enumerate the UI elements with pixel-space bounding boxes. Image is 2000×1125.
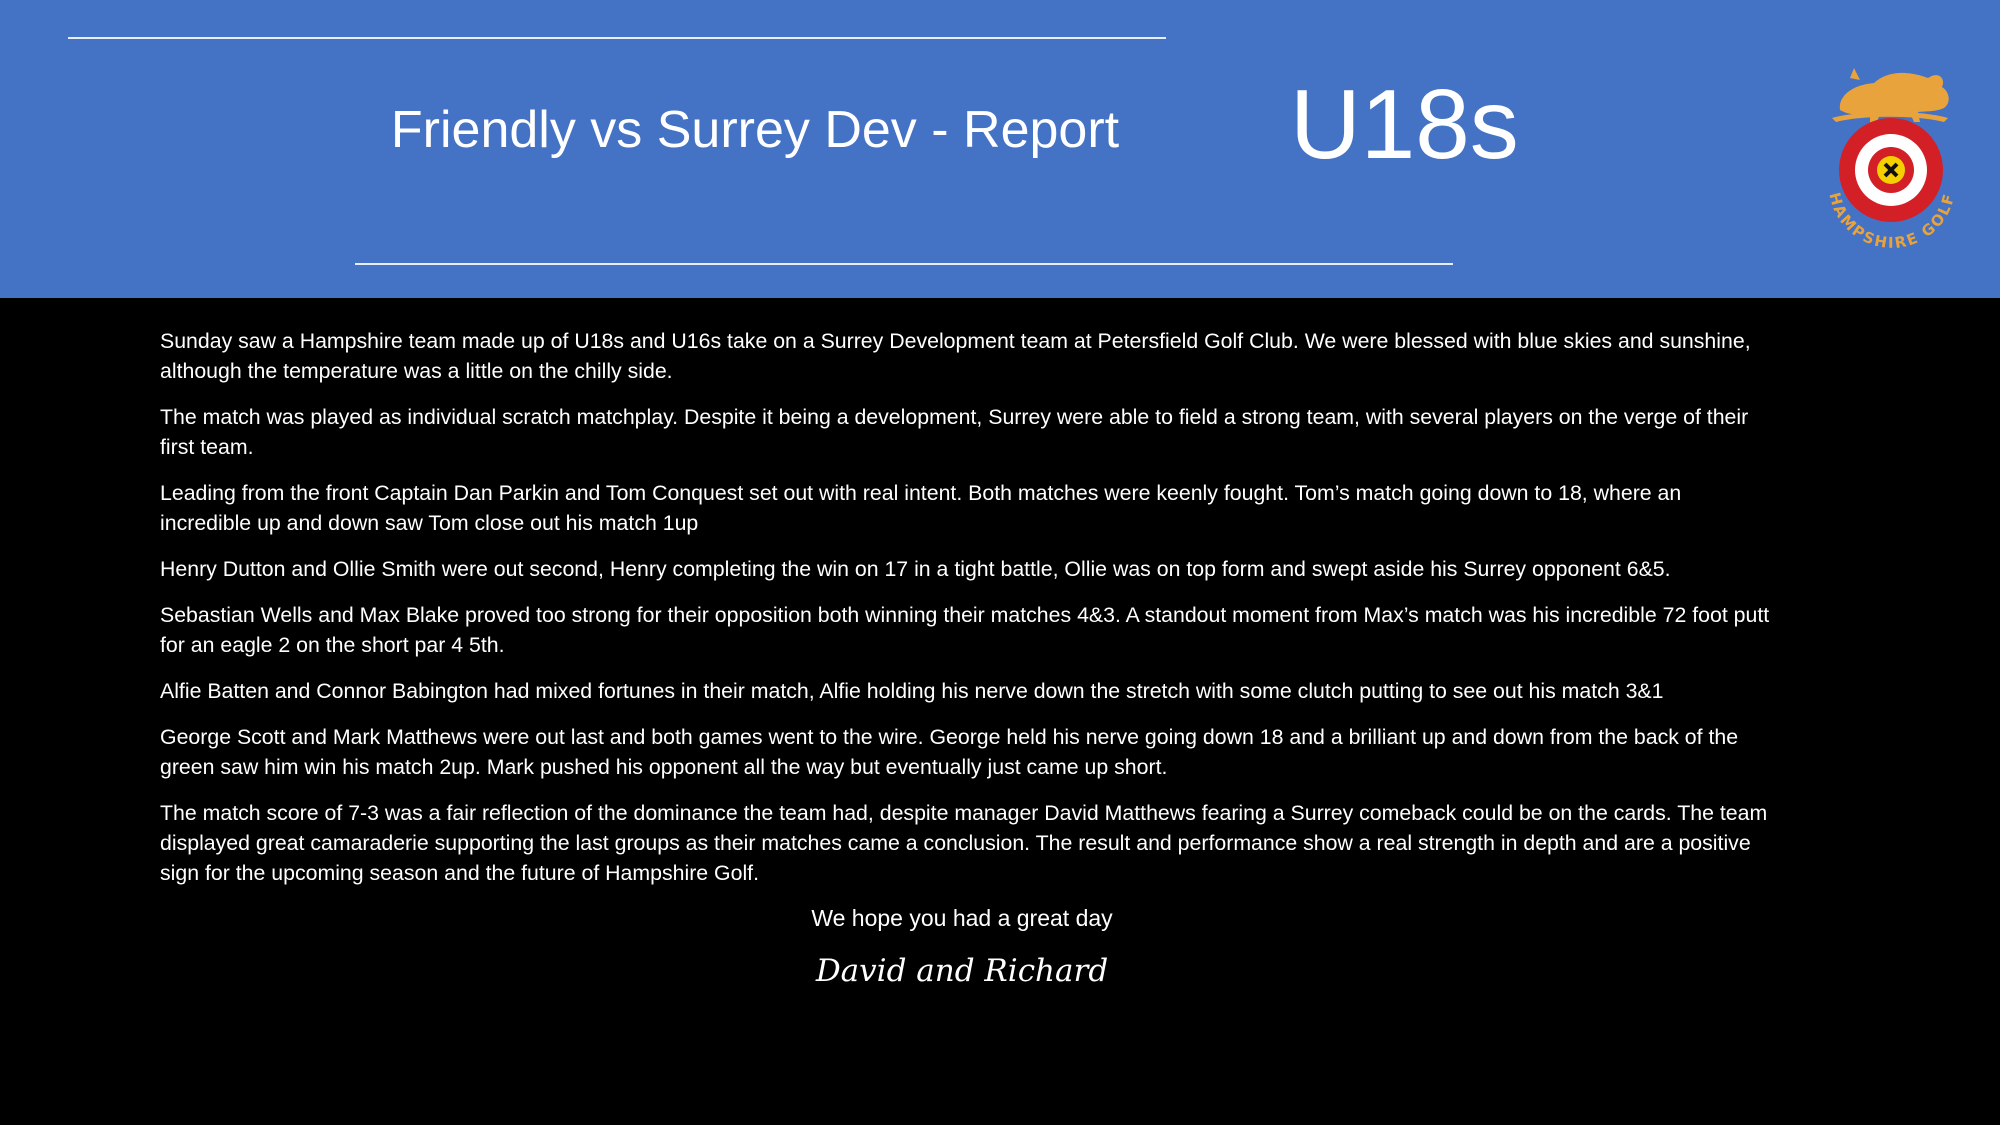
boar-icon bbox=[1832, 68, 1949, 124]
closing-line: We hope you had a great day bbox=[811, 905, 1113, 931]
report-paragraph: Henry Dutton and Ollie Smith were out second, Henry completing the win on 17 in a tight battle, Ollie was on top form and swept aside his Surrey opponent 6&5. bbox=[160, 557, 1671, 581]
page-title: Friendly vs Surrey Dev - Report bbox=[390, 101, 1120, 159]
hampshire-golf-logo bbox=[1818, 58, 1968, 258]
report-paragraph: Alfie Batten and Connor Babington had mixed fortunes in their match, Alfie holding his nerve down the stretch with some clutch putting to see out his match 3&1 bbox=[160, 679, 1664, 703]
age-group-label: U18s bbox=[1290, 69, 1519, 179]
report-paragraph: George Scott and Mark Matthews were out last and both games went to the wire. George held his nerve going down 18 and a brilliant up and down from the back of the green saw him win his match 2up. Mark pushed his opponent all the way but eventually just came up short. bbox=[160, 725, 1739, 779]
logo-wordmark: HAMPSHIRE GOLF bbox=[1825, 190, 1959, 253]
signature: David and Richard bbox=[815, 953, 1109, 989]
report-paragraph: Sunday saw a Hampshire team made up of U18s and U16s take on a Surrey Development team at Petersfield Golf Club. We were blessed with blue skies and sunshine, although the temperature was a little on the chilly side. bbox=[160, 329, 1751, 383]
report-paragraph: Leading from the front Captain Dan Parkin and Tom Conquest set out with real intent. Both matches were keenly fought. Tom’s match going down to 18, where an incredible up and down saw Tom close out his match 1up bbox=[160, 481, 1682, 535]
report-body bbox=[160, 326, 1770, 904]
header-bottom-rule bbox=[355, 263, 1453, 265]
report-paragraph: The match score of 7-3 was a fair reflection of the dominance the team had, despite manager David Matthews fearing a Surrey comeback could be on the cards. The team displayed great camaraderie supporting the last groups as their matches came a conclusion. The result and performance show a real strength in depth and are a positive sign for the upcoming season and the future of Hampshire Golf. bbox=[160, 801, 1768, 885]
tudor-rose-icon bbox=[1839, 118, 1943, 222]
header-top-rule bbox=[68, 37, 1166, 39]
report-paragraph: Sebastian Wells and Max Blake proved too strong for their opposition both winning their matches 4&3. A standout moment from Max’s match was his incredible 72 foot putt for an eagle 2 on the short par 4 5th. bbox=[160, 603, 1770, 657]
report-paragraph: The match was played as individual scratch matchplay. Despite it being a development, Surrey were able to field a strong team, with several players on the verge of their first team. bbox=[160, 405, 1749, 459]
header-banner bbox=[0, 0, 2000, 298]
